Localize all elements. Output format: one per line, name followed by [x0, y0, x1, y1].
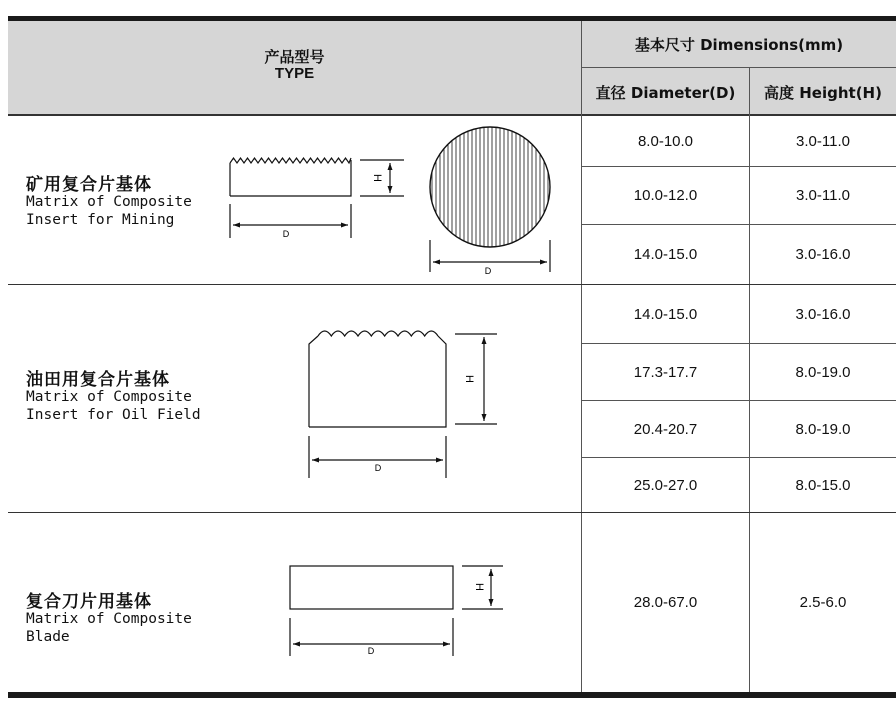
table-cell-diameter: 20.4-20.7: [633, 420, 698, 438]
table-cell-height: 3.0-11.0: [796, 132, 850, 150]
table-cell-height: 3.0-16.0: [795, 246, 851, 263]
oilfield-insert-side-view: [309, 331, 497, 478]
mining-d-label: D: [282, 229, 290, 239]
table-cell-diameter: 17.3-17.7: [633, 363, 698, 381]
oil-h-label: H: [463, 375, 475, 383]
circle-d-label: D: [484, 266, 492, 276]
table-cell-diameter: 10.0-12.0: [633, 187, 698, 204]
table-cell-height: 3.0-16.0: [795, 305, 851, 323]
table-cell-height: 3.0-11.0: [796, 187, 850, 204]
product-name-en-line1: Matrix of Composite: [26, 194, 192, 210]
table-cell-diameter: 25.0-27.0: [633, 476, 698, 494]
header-type-en: TYPE: [274, 65, 315, 82]
table-cell-diameter: 8.0-10.0: [637, 132, 694, 150]
product-name-en-line2: Insert for Oil Field: [26, 407, 201, 423]
table-cell-height: 8.0-19.0: [795, 363, 851, 381]
product-name-cn: 油田用复合片基体: [26, 370, 170, 390]
mining-insert-side-view: [230, 158, 404, 238]
table-cell-diameter: 14.0-15.0: [633, 305, 698, 323]
table-cell-height: 2.5-6.0: [799, 594, 847, 611]
blade-side-view: [290, 566, 503, 656]
table-cell-height: 8.0-19.0: [795, 420, 851, 438]
blade-d-label: D: [367, 646, 375, 656]
product-name-cn: 矿用复合片基体: [26, 175, 152, 195]
header-diameter: 直径 Diameter(D): [595, 84, 736, 102]
oil-d-label: D: [374, 463, 382, 473]
product-name-en-line2: Blade: [26, 629, 70, 645]
table-cell-diameter: 28.0-67.0: [633, 594, 698, 611]
mining-h-label: H: [371, 174, 383, 182]
header-height: 高度 Height(H): [764, 84, 882, 102]
product-name-en-line1: Matrix of Composite: [26, 389, 192, 405]
product-name-en-line1: Matrix of Composite: [26, 611, 192, 627]
blade-h-label: H: [473, 583, 485, 591]
product-name-en-line2: Insert for Mining: [26, 212, 175, 228]
mining-insert-top-view: [430, 125, 550, 272]
header-type-cn: 产品型号: [264, 48, 325, 66]
product-name-cn: 复合刀片用基体: [26, 592, 152, 612]
header-dimensions: 基本尺寸 Dimensions(mm): [634, 36, 844, 54]
table-cell-diameter: 14.0-15.0: [633, 246, 698, 263]
table-cell-height: 8.0-15.0: [795, 476, 851, 494]
